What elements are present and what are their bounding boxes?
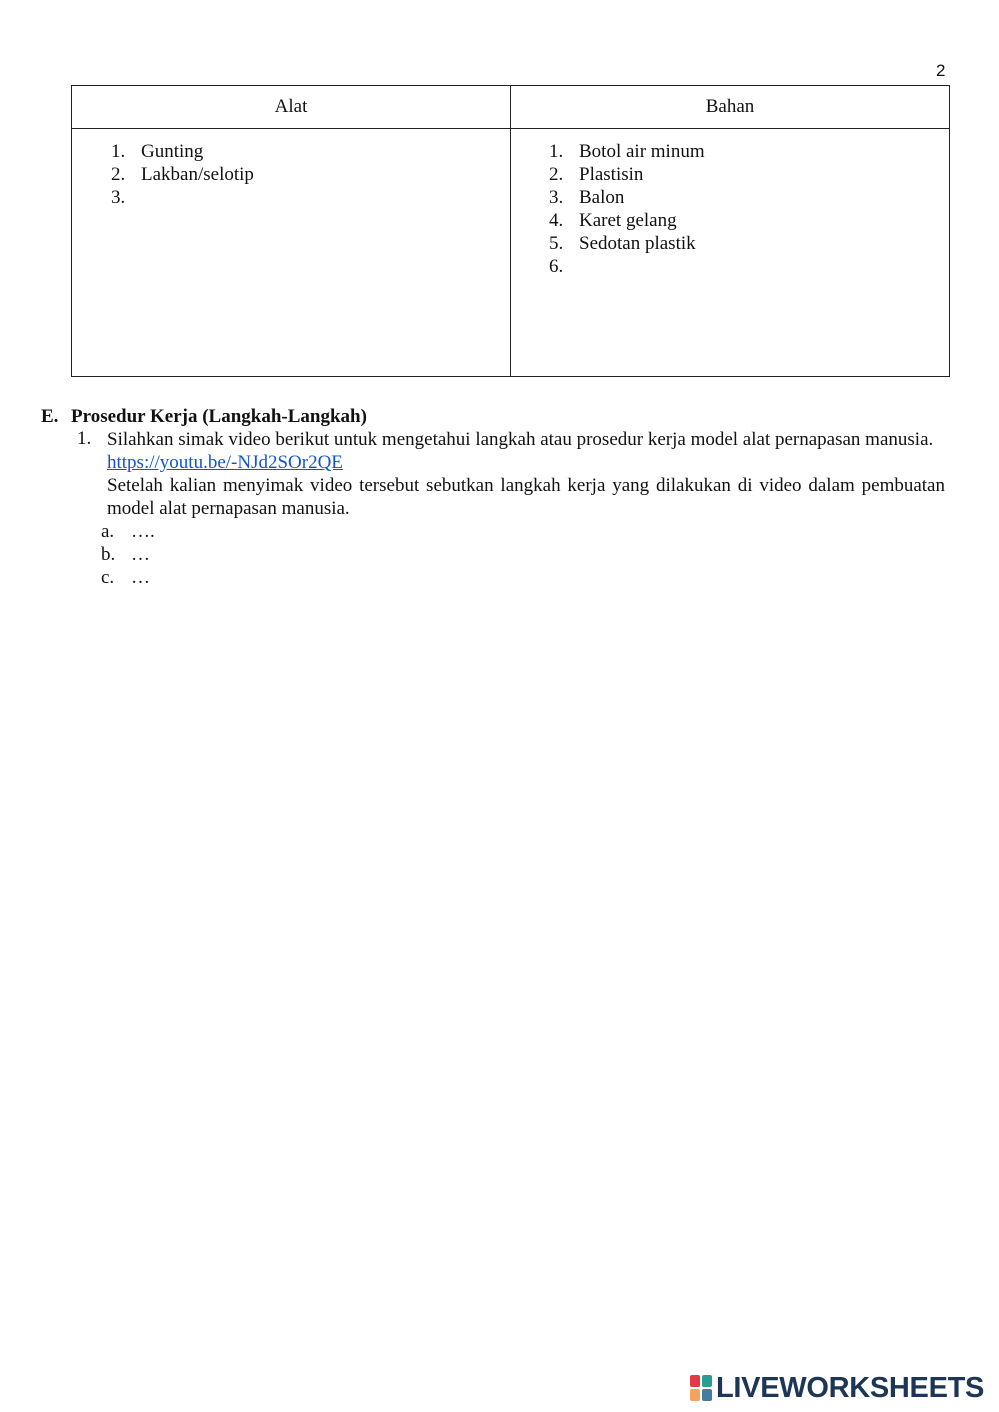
step-1: 1. Silahkan simak video berikut untuk mengetahui langkah atau prosedur kerja model alat pernapasan manusia. https://youtu.be/-NJd2SOr2QE Setelah kalian menyimak video tersebut sebutkan langkah kerja yang dilakukan di video dalam pembuatan model alat pernapasan manusia. — [77, 428, 945, 519]
list-item: 1. Botol air minum — [549, 141, 705, 162]
alat-cell — [72, 129, 511, 377]
logo-mark-icon — [690, 1375, 712, 1401]
step-1-text: Silahkan simak video berikut untuk mengetahui langkah atau prosedur kerja model alat pernapasan manusia. — [107, 429, 934, 450]
list-item: 3. Balon — [549, 187, 625, 208]
list-item: 1. Gunting — [111, 141, 204, 162]
list-item: 3. — [111, 187, 126, 208]
section-title: Prosedur Kerja (Langkah-Langkah) — [71, 406, 367, 427]
alat-list — [72, 140, 510, 209]
logo-text: LIVEWORKSHEETS — [716, 1371, 985, 1404]
page-number: 2 — [936, 61, 946, 80]
section-heading: E. Prosedur Kerja (Langkah-Langkah) — [41, 406, 367, 427]
answer-item: b. … — [101, 544, 150, 565]
answer-item: a. …. — [101, 521, 155, 542]
liveworksheets-logo — [690, 1372, 984, 1404]
section-e — [41, 405, 945, 589]
answer-item: c. … — [101, 567, 150, 588]
materials-table — [71, 85, 950, 377]
bahan-cell — [511, 129, 950, 377]
list-item: 5. Sedotan plastik — [549, 233, 696, 254]
list-item: 2. Lakban/selotip — [111, 164, 254, 185]
list-item: 2. Plastisin — [549, 164, 644, 185]
list-item: 4. Karet gelang — [549, 210, 677, 231]
header-alat: Alat — [72, 86, 511, 129]
answer-list — [41, 520, 945, 589]
bahan-list — [511, 140, 949, 278]
list-item: 6. — [549, 256, 564, 277]
header-bahan: Bahan — [511, 86, 950, 129]
step-1-instruction: Setelah kalian menyimak video tersebut sebutkan langkah kerja yang dilakukan di video dalam pembuatan model alat pernapasan manusia. — [107, 475, 945, 519]
video-link[interactable]: https://youtu.be/-NJd2SOr2QE — [107, 452, 343, 473]
